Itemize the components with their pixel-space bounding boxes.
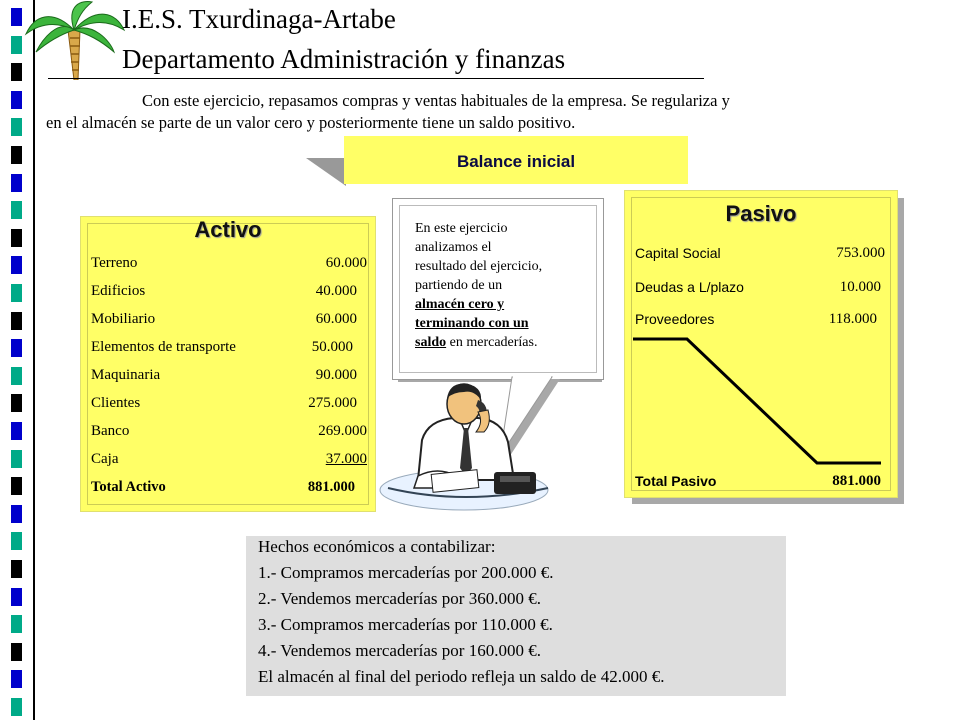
left-vertical-rule xyxy=(33,0,35,720)
banner-shadow xyxy=(306,158,346,186)
strip-square xyxy=(11,615,22,633)
strip-square xyxy=(11,670,22,688)
pasivo-row-label: Deudas a L/plazo xyxy=(635,279,744,295)
activo-row xyxy=(91,395,367,415)
activo-row-label: Elementos de transporte xyxy=(91,339,236,355)
activo-row-label: Edificios xyxy=(91,283,146,299)
activo-row xyxy=(91,311,367,331)
pasivo-row-label: Capital Social xyxy=(635,245,721,261)
strip-square xyxy=(11,174,22,192)
strip-square xyxy=(11,339,22,357)
activo-row-value: 90.000 xyxy=(315,367,357,383)
strip-square xyxy=(11,146,22,164)
bubble-emphasis-line: terminando con un xyxy=(415,316,529,331)
activo-row xyxy=(91,255,367,275)
strip-square xyxy=(11,8,22,26)
activo-row-value: 37.000 xyxy=(325,451,367,467)
activo-total-row xyxy=(91,479,367,499)
intro-line-2: en el almacén se parte de un valor cero y posteriormente tiene un saldo positivo. xyxy=(46,113,576,132)
header-divider xyxy=(48,78,704,79)
activo-row-value: 269.000 xyxy=(318,423,367,439)
strip-square xyxy=(11,63,22,81)
bubble-text xyxy=(415,219,593,352)
bubble-line: partiendo de un xyxy=(415,278,503,293)
activo-row-label: Clientes xyxy=(91,395,141,411)
bubble-emphasis-word: saldo xyxy=(415,335,447,350)
activo-total-value: 881.000 xyxy=(307,479,355,495)
activo-row xyxy=(91,451,367,471)
strip-square xyxy=(11,256,22,274)
school-title: I.E.S. Txurdinaga-Artabe xyxy=(122,4,396,34)
bubble-emphasis-line: almacén cero y xyxy=(415,297,505,312)
strip-square xyxy=(11,367,22,385)
strip-square xyxy=(11,698,22,716)
bubble-line: resultado del ejercicio, xyxy=(415,259,543,274)
hechos-heading: Hechos económicos a contabilizar: xyxy=(258,537,496,556)
activo-row-value: 40.000 xyxy=(315,283,357,299)
activo-row-value: 60.000 xyxy=(315,311,357,327)
hechos-line: 1.- Compramos mercaderías por 200.000 €. xyxy=(258,563,554,582)
strip-square xyxy=(11,450,22,468)
pasivo-card xyxy=(624,190,898,498)
bubble-line: En este ejercicio xyxy=(415,221,508,236)
pasivo-row-value: 753.000 xyxy=(836,245,885,261)
intro-paragraph xyxy=(46,90,918,134)
strip-square xyxy=(11,560,22,578)
pasivo-total-row xyxy=(635,473,885,493)
activo-row xyxy=(91,367,367,387)
strip-square xyxy=(11,477,22,495)
strip-square xyxy=(11,532,22,550)
activo-title: Activo xyxy=(194,217,262,242)
activo-row-label: Banco xyxy=(91,423,130,439)
balance-banner-title: Balance inicial xyxy=(456,152,576,171)
activo-row-value: 60.000 xyxy=(325,255,367,271)
pasivo-row-label: Proveedores xyxy=(635,311,715,327)
hechos-line: 2.- Vendemos mercaderías por 360.000 €. xyxy=(258,589,541,608)
pasivo-total-label: Total Pasivo xyxy=(635,473,717,489)
activo-row xyxy=(91,423,367,443)
strip-square xyxy=(11,229,22,247)
activo-row-label: Mobiliario xyxy=(91,311,156,327)
strip-square xyxy=(11,505,22,523)
bubble-tail-text: en mercaderías. xyxy=(449,335,538,350)
bubble-line: analizamos el xyxy=(415,240,492,255)
hechos-line: El almacén al final del periodo refleja un saldo de 42.000 €. xyxy=(258,667,665,686)
strip-square xyxy=(11,643,22,661)
pasivo-row-value: 10.000 xyxy=(839,279,881,295)
strip-square xyxy=(11,588,22,606)
hechos-box xyxy=(246,536,786,696)
department-title: Departamento Administración y finanzas xyxy=(122,44,566,74)
activo-row-label: Maquinaria xyxy=(91,367,161,383)
activo-row-label: Terreno xyxy=(91,255,138,271)
intro-line-1: Con este ejercicio, repasamos compras y ventas habituales de la empresa. Se regulariza y xyxy=(142,91,730,110)
strip-square xyxy=(11,284,22,302)
strip-square xyxy=(11,91,22,109)
activo-total-label: Total Activo xyxy=(91,479,166,495)
activo-row-value: 275.000 xyxy=(308,395,357,411)
strip-square xyxy=(11,422,22,440)
hechos-line: 4.- Vendemos mercaderías por 160.000 €. xyxy=(258,641,541,660)
strip-square xyxy=(11,36,22,54)
speech-bubble xyxy=(392,198,604,380)
activo-row-label: Caja xyxy=(91,451,119,467)
hechos-line: 3.- Compramos mercaderías por 110.000 €. xyxy=(258,615,553,634)
pasivo-closing-line xyxy=(625,191,897,497)
strip-square xyxy=(11,118,22,136)
palm-tree-logo-icon xyxy=(22,0,126,80)
strip-square xyxy=(11,201,22,219)
pasivo-title: Pasivo xyxy=(725,201,797,226)
activo-card xyxy=(80,216,376,512)
pasivo-row-value: 118.000 xyxy=(828,311,877,327)
balance-banner xyxy=(344,136,688,184)
activo-row xyxy=(91,283,367,303)
activo-row-value: 50.000 xyxy=(311,339,353,355)
decorative-left-strip xyxy=(0,0,36,720)
activo-row xyxy=(91,339,367,359)
man-on-phone-icon xyxy=(378,380,556,516)
pasivo-total-value: 881.000 xyxy=(832,473,881,489)
strip-square xyxy=(11,394,22,412)
strip-square xyxy=(11,312,22,330)
